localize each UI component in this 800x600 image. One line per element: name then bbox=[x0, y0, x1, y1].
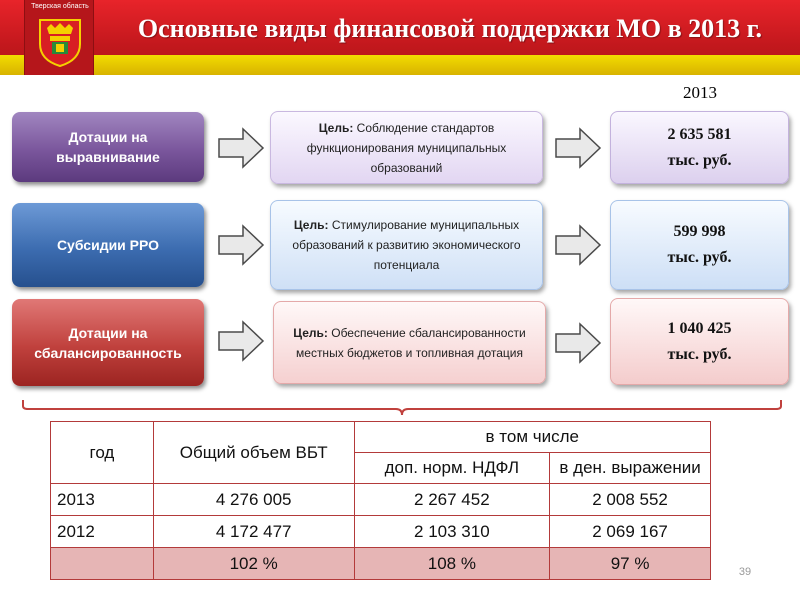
value-amount: 1 040 425 bbox=[667, 319, 732, 337]
category-equalization-grant bbox=[12, 112, 204, 182]
category-label: Дотации на сбалансированность bbox=[34, 324, 182, 361]
logo-panel bbox=[24, 0, 94, 75]
category-label: Дотации на выравнивание bbox=[56, 129, 160, 165]
cell-money: 2 008 552 bbox=[550, 484, 711, 516]
cell-year: 2013 bbox=[51, 484, 154, 516]
cell-money-ratio: 97 % bbox=[550, 548, 711, 580]
cell-year bbox=[51, 548, 154, 580]
cell-ndfl-ratio: 108 % bbox=[354, 548, 550, 580]
right-arrow-icon bbox=[217, 320, 265, 362]
ratio-row bbox=[51, 548, 711, 580]
header-including: в том числе bbox=[354, 422, 710, 453]
table-row bbox=[51, 484, 711, 516]
vbt-table bbox=[50, 421, 711, 580]
goal-prefix: Цель: bbox=[293, 325, 328, 340]
table-row bbox=[51, 516, 711, 548]
value-balance-grant bbox=[610, 298, 789, 385]
region-label: Тверская область bbox=[31, 3, 89, 10]
category-label: Субсидии РРО bbox=[56, 237, 160, 253]
header-ndfl: доп. норм. НДФЛ bbox=[354, 453, 550, 484]
grouping-brace bbox=[20, 398, 784, 420]
cell-ndfl: 2 103 310 bbox=[354, 516, 550, 548]
goal-prefix: Цель: bbox=[293, 218, 329, 232]
cell-ndfl: 2 267 452 bbox=[354, 484, 550, 516]
category-subsidies-rro bbox=[12, 203, 204, 287]
cell-total-ratio: 102 % bbox=[153, 548, 354, 580]
goal-text: Обеспечение сбалансированности местных бюджетов и топливная дотация bbox=[296, 325, 526, 360]
cell-year: 2012 bbox=[51, 516, 154, 548]
right-arrow-icon bbox=[217, 127, 265, 169]
right-arrow-icon bbox=[554, 127, 602, 169]
year-label: 2013 bbox=[683, 83, 717, 102]
value-subsidies-rro bbox=[610, 200, 789, 290]
right-arrow-icon bbox=[217, 224, 265, 266]
header-bar bbox=[0, 0, 800, 75]
goal-subsidies-rro bbox=[270, 200, 543, 290]
header-money: в ден. выражении bbox=[550, 453, 711, 484]
value-unit: тыс. руб. bbox=[667, 151, 732, 169]
goal-prefix: Цель: bbox=[318, 120, 354, 135]
right-arrow-icon bbox=[554, 224, 602, 266]
value-unit: тыс. руб. bbox=[667, 249, 732, 266]
goal-balance-grant bbox=[273, 301, 546, 384]
cell-total: 4 172 477 bbox=[153, 516, 354, 548]
slide-number: 39 bbox=[738, 566, 752, 578]
category-balance-grant bbox=[12, 299, 204, 386]
header-total: Общий объем ВБТ bbox=[153, 422, 354, 484]
goal-equalization-grant bbox=[270, 111, 543, 184]
coat-of-arms-icon bbox=[37, 14, 83, 68]
value-unit: тыс. руб. bbox=[667, 345, 732, 363]
cell-total: 4 276 005 bbox=[153, 484, 354, 516]
header-yellow-stripe bbox=[0, 55, 800, 75]
value-amount: 2 635 581 bbox=[667, 125, 732, 143]
right-arrow-icon bbox=[554, 322, 602, 364]
goal-text: Соблюдение стандартов функционирования муниципальных образований bbox=[306, 120, 507, 175]
header-year: год bbox=[51, 422, 154, 484]
page-title: Основные виды финансовой поддержки МО в 2013 г. bbox=[137, 14, 763, 43]
goal-text: Стимулирование муниципальных образований к развитию экономического потенциала bbox=[292, 218, 521, 272]
cell-money: 2 069 167 bbox=[550, 516, 711, 548]
value-equalization-grant bbox=[610, 111, 789, 184]
value-amount: 599 998 bbox=[673, 223, 726, 240]
